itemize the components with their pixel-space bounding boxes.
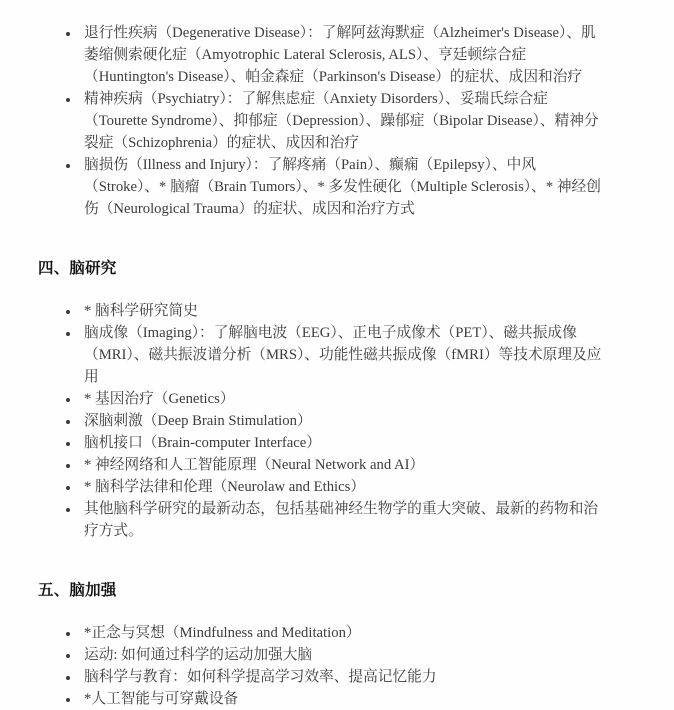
list-item-text: * 基因治疗（Genetics） (84, 391, 235, 407)
section-spacer (38, 542, 610, 580)
list-item (38, 644, 610, 666)
bullet-dot-icon (66, 442, 70, 446)
section-brain-research (38, 258, 610, 542)
section-spacer (38, 220, 610, 258)
list-item-text: *人工智能与可穿戴设备 (84, 691, 239, 707)
list-item-text: 深脑刺激（Deep Brain Stimulation） (84, 413, 312, 429)
list-item (38, 454, 610, 476)
heading-spacer (38, 602, 610, 622)
bullet-dot-icon (66, 508, 70, 512)
list-item-text: 脑机接口（Brain-computer Interface） (84, 435, 321, 451)
heading-spacer (38, 280, 610, 300)
bullet-dot-icon (66, 464, 70, 468)
bullet-list-brain-enhancement (38, 622, 610, 710)
bullet-dot-icon (66, 698, 70, 702)
list-item (38, 622, 610, 644)
list-item (38, 22, 610, 88)
list-item (38, 388, 610, 410)
bullet-dot-icon (66, 676, 70, 680)
bullet-dot-icon (66, 98, 70, 102)
bullet-list-brain-research (38, 300, 610, 542)
bullet-dot-icon (66, 310, 70, 314)
list-item (38, 300, 610, 322)
list-item-text: 其他脑科学研究的最新动态，包括基础神经生物学的重大突破、最新的药物和治疗方式。 (84, 501, 599, 539)
bullet-dot-icon (66, 632, 70, 636)
list-item (38, 410, 610, 432)
list-item-text: 脑成像（Imaging）：了解脑电波（EEG）、正电子成像术（PET）、磁共振成像（MRI）、磁共振波谱分析（MRS）、功能性磁共振成像（fMRI）等技术原理及应用 (84, 325, 602, 385)
section-heading-brain-research: 四、脑研究 (38, 260, 117, 277)
list-item-text: 精神疾病（Psychiatry）：了解焦虑症（Anxiety Disorders）、妥瑞氏综合症（Tourette Syndrome）、抑郁症（Depression）、躁郁症（Bipolar Disease）、精神分裂症（Schizophrenia）的症状、成因和治疗 (84, 91, 599, 151)
bullet-dot-icon (66, 420, 70, 424)
list-item-text: 运动: 如何通过科学的运动加强大脑 (84, 647, 313, 663)
list-item (38, 688, 610, 710)
list-item-text: * 脑科学研究简史 (84, 303, 198, 319)
bullet-dot-icon (66, 32, 70, 36)
list-item-text: * 脑科学法律和伦理（Neurolaw and Ethics） (84, 479, 366, 495)
list-item-text: 脑损伤（Illness and Injury）：了解疼痛（Pain）、癫痫（Epilepsy）、中风（Stroke）、* 脑瘤（Brain Tumors）、* 多发性硬化（Multiple Sclerosis）、* 神经创伤（Neurological Trauma）的症状、成因和治疗方式 (84, 157, 601, 217)
bullet-list-diseases (38, 22, 610, 220)
list-item-text: * 神经网络和人工智能原理（Neural Network and AI） (84, 457, 425, 473)
list-item-text: *正念与冥想（Mindfulness and Meditation） (84, 625, 361, 641)
section-diseases-continued (38, 22, 610, 220)
list-item (38, 322, 610, 388)
bullet-dot-icon (66, 332, 70, 336)
bullet-dot-icon (66, 486, 70, 490)
section-heading-brain-enhancement: 五、脑加强 (38, 582, 117, 599)
list-item (38, 154, 610, 220)
bullet-dot-icon (66, 398, 70, 402)
list-item-text: 退行性疾病（Degenerative Disease）：了解阿兹海默症（Alzheimer's Disease）、肌萎缩侧索硬化症（Amyotrophic Lateral Sclerosis, ALS）、亨廷顿综合症（Huntington's Disease）、帕金森症（Parkinson's Disease）的症状、成因和治疗 (84, 25, 596, 85)
list-item (38, 432, 610, 454)
list-item (38, 88, 610, 154)
bullet-dot-icon (66, 654, 70, 658)
list-item-text: 脑科学与教育：如何科学提高学习效率、提高记忆能力 (84, 669, 437, 685)
section-brain-enhancement (38, 580, 610, 710)
list-item (38, 498, 610, 542)
bullet-dot-icon (66, 164, 70, 168)
list-item (38, 476, 610, 498)
list-item (38, 666, 610, 688)
